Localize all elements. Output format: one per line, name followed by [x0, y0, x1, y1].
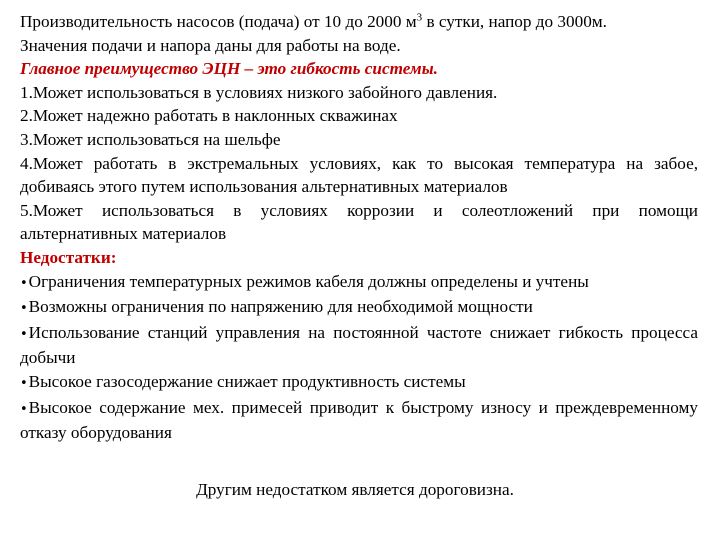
drawback-item-4 [20, 370, 698, 396]
bullet-icon: • [20, 326, 28, 342]
bullet-icon: • [20, 401, 28, 417]
intro-line-1 [20, 10, 698, 34]
advantage-heading: Главное преимущество ЭЦН – это гибкость системы. [20, 59, 438, 79]
advantage-item-1: 1.Может использоваться в условиях низкого забойного давления. [20, 82, 498, 102]
drawbacks-heading: Недостатки: [20, 247, 117, 267]
advantage-item-4: 4.Может работать в экстремальных условиях, как то высокая температура на забое, добиваясь этого путем использования альтернативных материалов [20, 153, 698, 197]
footer-text: Другим недостатком является дороговизна. [196, 480, 514, 499]
superscript-3: 3 [416, 11, 423, 24]
advantage-item-2: 2.Может надежно работать в наклонных скважинах [20, 106, 398, 126]
bullet-icon: • [20, 301, 28, 317]
footer-note [0, 478, 720, 502]
drawback-item-1 [20, 270, 698, 296]
drawback-item-3 [20, 321, 698, 370]
advantage-item-5: 5.Может использоваться в условиях коррозии и солеотложений при помощи альтернативных материалов [20, 200, 698, 244]
drawback-item-5 [20, 396, 698, 445]
intro-text: Производительность насосов (подача) от 10 до 2000 м [20, 12, 417, 31]
intro-text-end: в сутки, напор до 3000м. [422, 12, 607, 31]
bullet-icon: • [20, 275, 28, 291]
intro-line-2: Значения подачи и напора даны для работы на воде. [20, 35, 401, 55]
drawback-text: Использование станций управления на постоянной частоте снижает гибкость процесса добычи [20, 322, 698, 368]
drawback-text: Высокое газосодержание снижает продуктивность системы [28, 371, 466, 391]
drawback-item-2 [20, 295, 698, 321]
drawback-text: Высокое содержание мех. примесей приводит к быстрому износу и преждевременному отказу оборудования [20, 397, 698, 443]
bullet-icon: • [20, 375, 28, 391]
advantage-item-3: 3.Может использоваться на шельфе [20, 129, 281, 149]
drawback-text: Ограничения температурных режимов кабеля должны определены и учтены [28, 271, 589, 291]
drawback-text: Возможны ограничения по напряжению для необходимой мощности [28, 297, 533, 317]
